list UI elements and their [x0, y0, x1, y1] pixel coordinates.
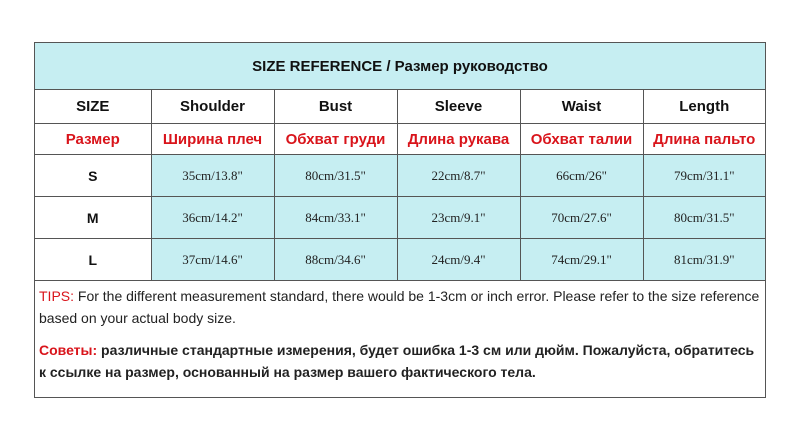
header-shoulder-ru: Ширина плеч — [151, 124, 274, 155]
tips-label-ru: Советы: — [39, 342, 98, 358]
length-value: 80cm/31.5" — [643, 197, 765, 239]
size-chart — [34, 42, 766, 398]
size-label: S — [35, 155, 151, 197]
tips-russian — [35, 329, 765, 383]
size-row-s — [35, 155, 765, 197]
header-sleeve: Sleeve — [397, 90, 520, 124]
tips-text-ru: различные стандартные измерения, будет ошибка 1-3 см или дюйм. Пожалуйста, обратитесь к ссылке на размер, основанный на размер вашего фактического тела. — [39, 342, 755, 380]
waist-value: 74cm/29.1" — [520, 239, 643, 281]
sleeve-value: 24cm/9.4" — [397, 239, 520, 281]
size-row-m — [35, 197, 765, 239]
size-table — [35, 90, 765, 281]
size-label: L — [35, 239, 151, 281]
bust-value: 84cm/33.1" — [274, 197, 397, 239]
header-row-english — [35, 90, 765, 124]
shoulder-value: 37cm/14.6" — [151, 239, 274, 281]
length-value: 79cm/31.1" — [643, 155, 765, 197]
waist-value: 70cm/27.6" — [520, 197, 643, 239]
header-row-russian — [35, 124, 765, 155]
header-length-ru: Длина пальто — [643, 124, 765, 155]
header-bust-ru: Обхват груди — [274, 124, 397, 155]
tips-text: For the different measurement standard, there would be 1-3cm or inch error. Please refer to the size reference based on your actual body size. — [39, 288, 760, 326]
header-waist-ru: Обхват талии — [520, 124, 643, 155]
chart-title: SIZE REFERENCE / Размер руководство — [35, 43, 765, 90]
header-bust: Bust — [274, 90, 397, 124]
shoulder-value: 36cm/14.2" — [151, 197, 274, 239]
tips-label: TIPS: — [39, 288, 75, 304]
header-sleeve-ru: Длина рукава — [397, 124, 520, 155]
size-row-l — [35, 239, 765, 281]
size-label: M — [35, 197, 151, 239]
sleeve-value: 23cm/9.1" — [397, 197, 520, 239]
header-shoulder: Shoulder — [151, 90, 274, 124]
header-size-ru: Размер — [35, 124, 151, 155]
shoulder-value: 35cm/13.8" — [151, 155, 274, 197]
waist-value: 66cm/26" — [520, 155, 643, 197]
length-value: 81cm/31.9" — [643, 239, 765, 281]
sleeve-value: 22cm/8.7" — [397, 155, 520, 197]
bust-value: 80cm/31.5" — [274, 155, 397, 197]
tips-english — [35, 281, 765, 329]
bust-value: 88cm/34.6" — [274, 239, 397, 281]
header-waist: Waist — [520, 90, 643, 124]
header-length: Length — [643, 90, 765, 124]
header-size: SIZE — [35, 90, 151, 124]
